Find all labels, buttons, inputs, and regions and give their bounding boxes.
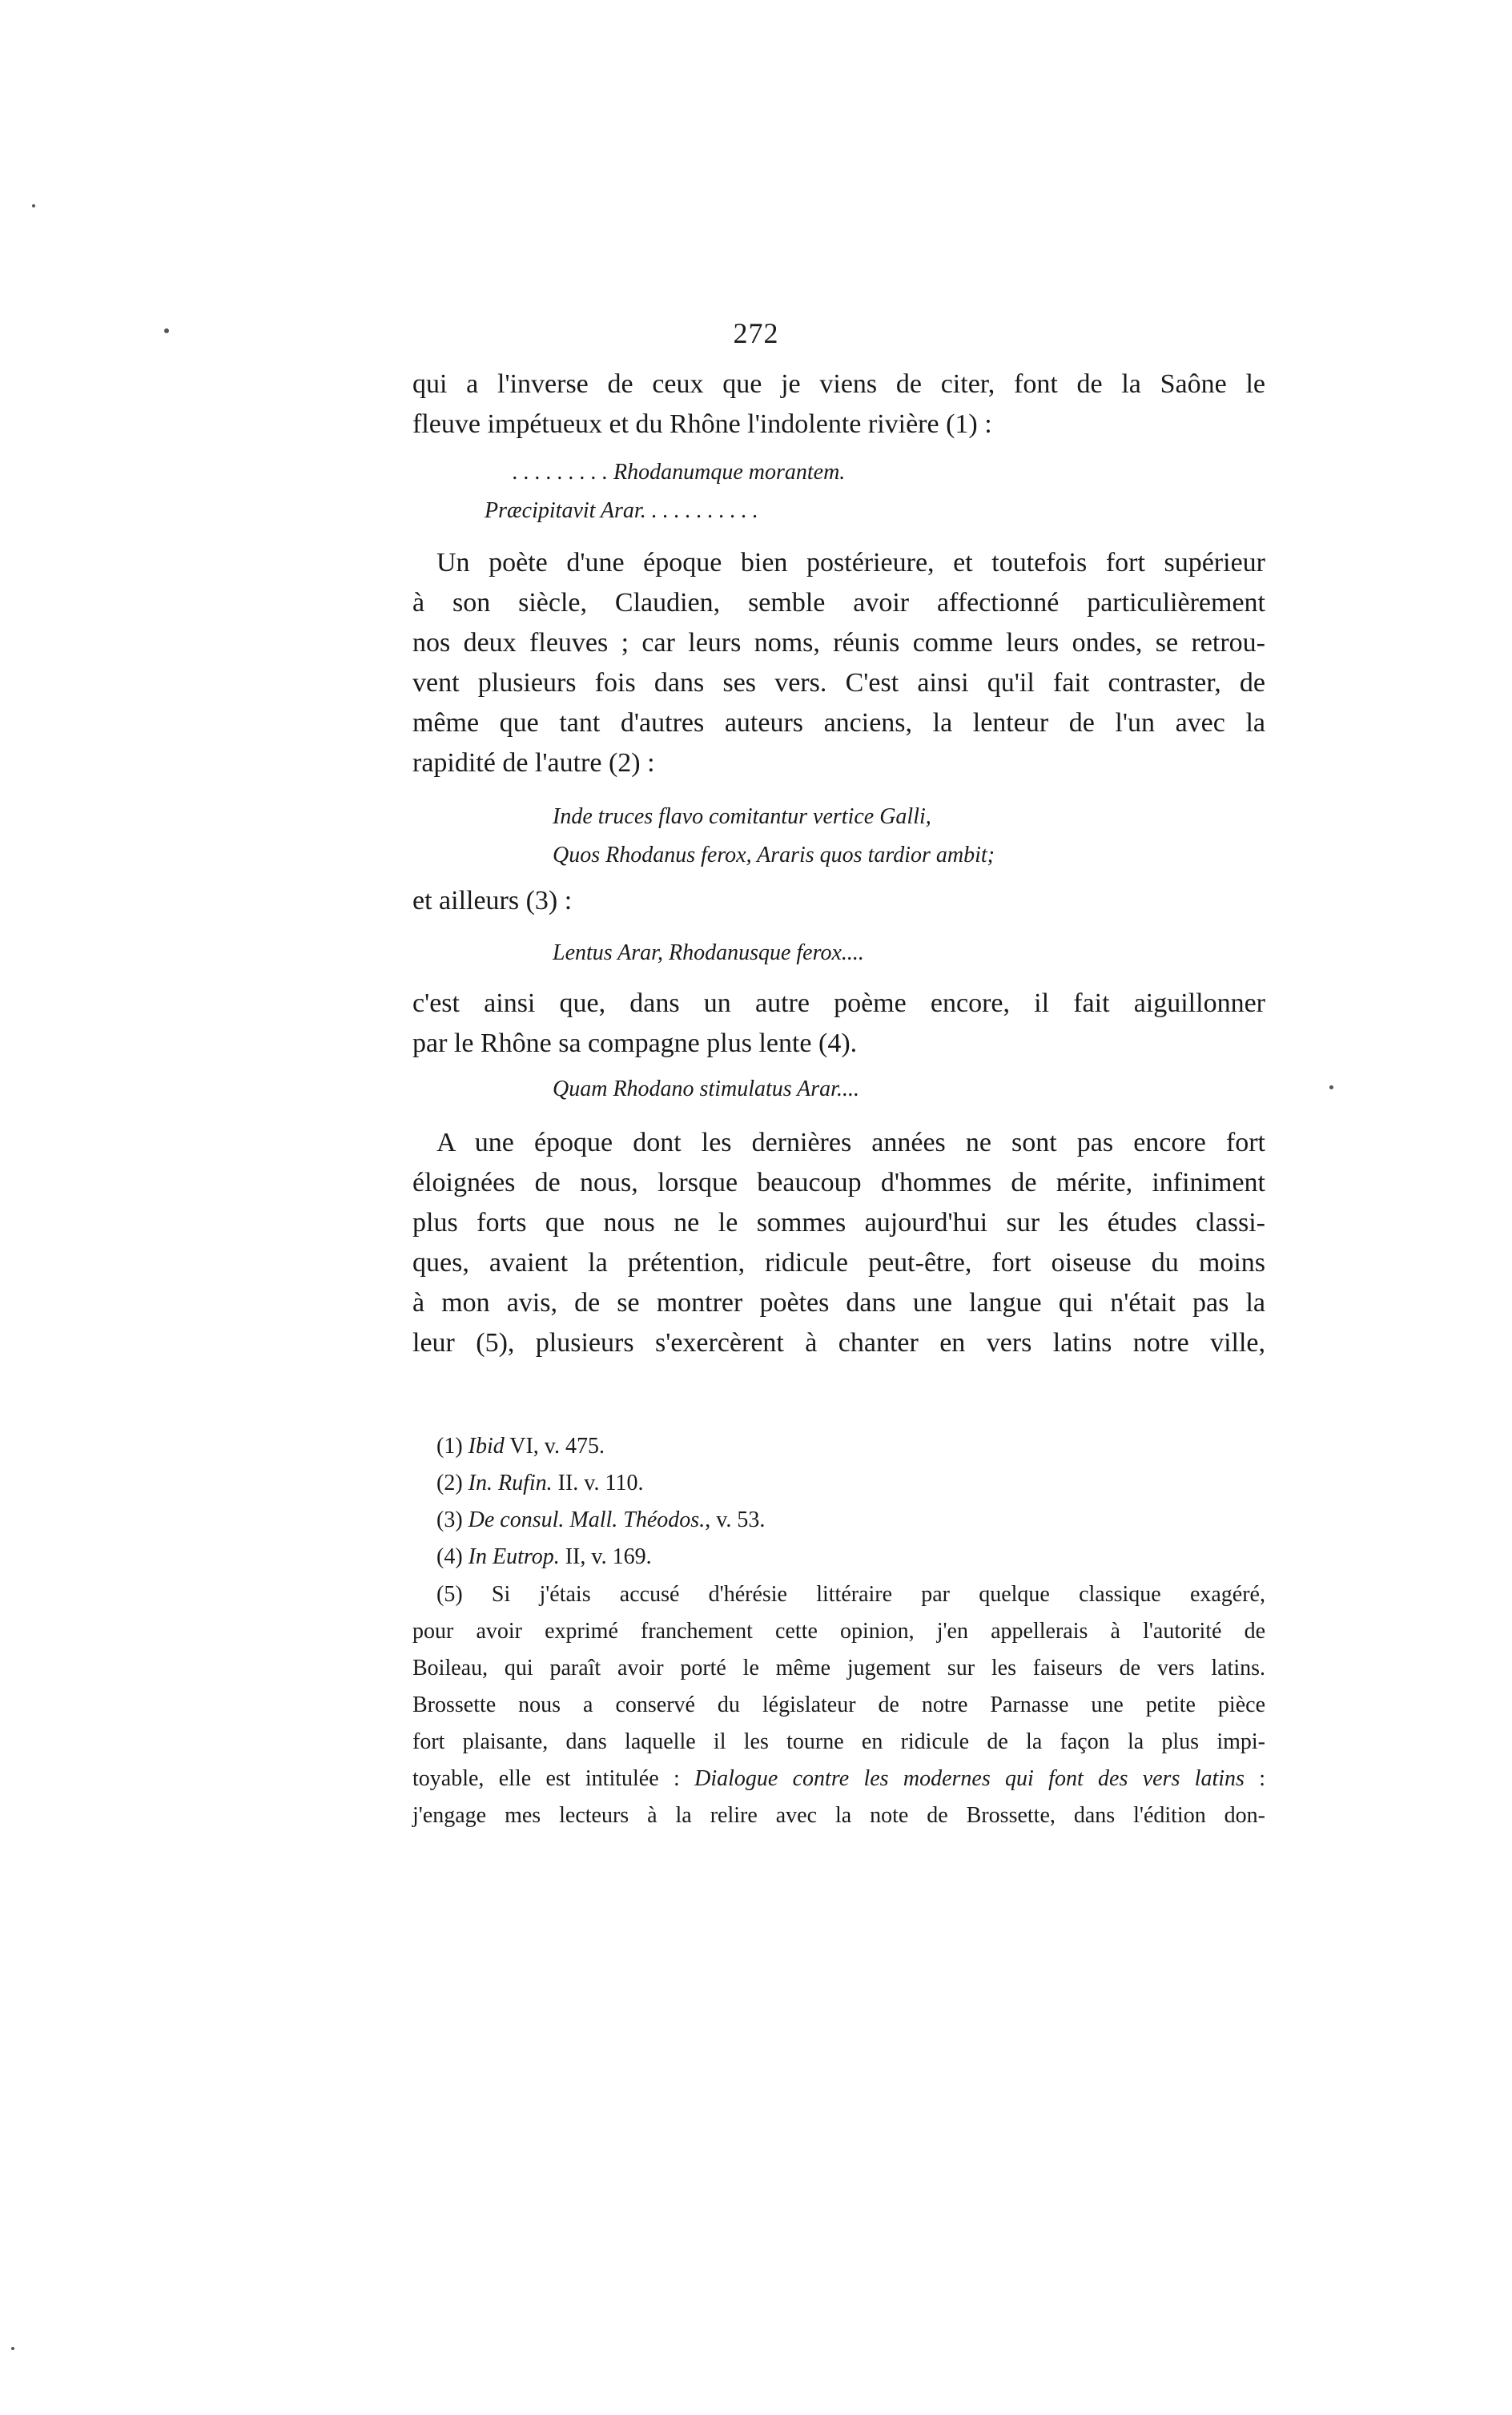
footnote-line	[412, 1761, 1265, 1797]
footnote-4	[436, 1542, 652, 1572]
text-line: même que tant d'autres auteurs anciens, la lenteur de l'un avec la	[412, 708, 1265, 738]
footnote-text: , v. 53.	[705, 1507, 766, 1532]
page-number: 272	[733, 317, 779, 349]
footnote-line: (5) Si j'étais accusé d'hérésie littéraire par quelque classique exagéré,	[436, 1582, 1265, 1607]
footnote-number: (1)	[436, 1434, 463, 1459]
footnote-text: :	[1244, 1766, 1266, 1791]
verse-line: Quos Rhodanus ferox, Araris quos tardior ambit;	[553, 843, 995, 867]
scan-speck	[32, 204, 35, 207]
verse-line: Inde truces flavo comitantur vertice Galli,	[553, 804, 931, 829]
footnote-reference: In. Rufin.	[468, 1471, 553, 1495]
paragraph-claudien	[412, 543, 1265, 783]
text-line: par le Rhône sa compagne plus lente (4).	[412, 1028, 858, 1058]
text-line: leur (5), plusieurs s'exercèrent à chanter en vers latins notre ville,	[412, 1328, 1265, 1358]
text-line: à son siècle, Claudien, semble avoir affectionné particulièrement	[412, 588, 1265, 618]
footnote-number: (2)	[436, 1471, 463, 1495]
verse-line: Quam Rhodano stimulatus Arar....	[553, 1077, 859, 1101]
text-line: éloignées de nous, lorsque beaucoup d'hommes de mérite, infiniment	[412, 1168, 1265, 1197]
footnote-3	[436, 1505, 765, 1536]
paragraph-epoque	[412, 1123, 1265, 1363]
text-line: qui a l'inverse de ceux que je viens de citer, font de la Saône le	[412, 369, 1265, 399]
scan-speck	[1329, 1085, 1333, 1089]
scan-speck	[11, 2347, 14, 2350]
ailleurs-line	[412, 881, 1265, 921]
footnote-line: pour avoir exprimé franchement cette opinion, j'en appellerais à l'autorité de	[412, 1619, 1265, 1644]
opening-paragraph	[412, 364, 1265, 445]
footnote-1	[436, 1431, 605, 1462]
verse-line: Lentus Arar, Rhodanusque ferox....	[553, 940, 864, 965]
text-line: à mon avis, de se montrer poètes dans une langue qui n'était pas la	[412, 1288, 1265, 1318]
verse-line: . . . . . . . . . Rhodanumque morantem.	[513, 460, 846, 485]
footnote-text: II. v. 110.	[552, 1471, 644, 1495]
footnote-line: fort plaisante, dans laquelle il les tourne en ridicule de la façon la plus impi-	[412, 1729, 1265, 1754]
footnote-reference: In Eutrop.	[468, 1544, 560, 1569]
text-line: Un poète d'une époque bien postérieure, et toutefois fort supérieur	[436, 548, 1265, 578]
verse-line: Præcipitavit Arar. . . . . . . . . . .	[485, 498, 758, 523]
text-line: ques, avaient la prétention, ridicule peut-être, fort oiseuse du moins	[412, 1248, 1265, 1278]
footnote-2	[436, 1468, 643, 1499]
text-line: c'est ainsi que, dans un autre poème encore, il fait aiguillonner	[412, 988, 1265, 1018]
scan-speck	[164, 328, 169, 333]
footnote-text: VI, v. 475.	[504, 1434, 605, 1459]
text-line: plus forts que nous ne le sommes aujourd'hui sur les études classi-	[412, 1208, 1265, 1238]
footnote-line: Boileau, qui paraît avoir porté le même jugement sur les faiseurs de vers latins.	[412, 1656, 1265, 1680]
footnote-title: Dialogue contre les modernes qui font des vers latins	[694, 1766, 1245, 1791]
footnote-number: (3)	[436, 1507, 463, 1532]
paragraph-aiguillonner	[412, 984, 1265, 1064]
text-line: nos deux fleuves ; car leurs noms, réunis comme leurs ondes, se retrou-	[412, 628, 1265, 658]
text-line: fleuve impétueux et du Rhône l'indolente rivière (1) :	[412, 409, 992, 439]
text-line: vent plusieurs fois dans ses vers. C'est ainsi qu'il fait contraster, de	[412, 668, 1265, 698]
footnote-reference: Ibid	[468, 1434, 505, 1459]
footnote-number: (4)	[436, 1544, 463, 1569]
footnote-text: II, v. 169.	[559, 1544, 652, 1569]
footnote-5	[412, 1576, 1265, 1834]
footnote-text: toyable, elle est intitulée :	[412, 1766, 695, 1791]
text-line: rapidité de l'autre (2) :	[412, 748, 655, 778]
text-line: et ailleurs (3) :	[412, 886, 573, 916]
footnote-reference: De consul. Mall. Théodos.	[468, 1507, 706, 1532]
text-line: A une époque dont les dernières années ne sont pas encore fort	[436, 1128, 1265, 1157]
footnote-line: Brossette nous a conservé du législateur de notre Parnasse une petite pièce	[412, 1693, 1265, 1717]
footnote-line: j'engage mes lecteurs à la relire avec la note de Brossette, dans l'édition don-	[412, 1803, 1265, 1828]
